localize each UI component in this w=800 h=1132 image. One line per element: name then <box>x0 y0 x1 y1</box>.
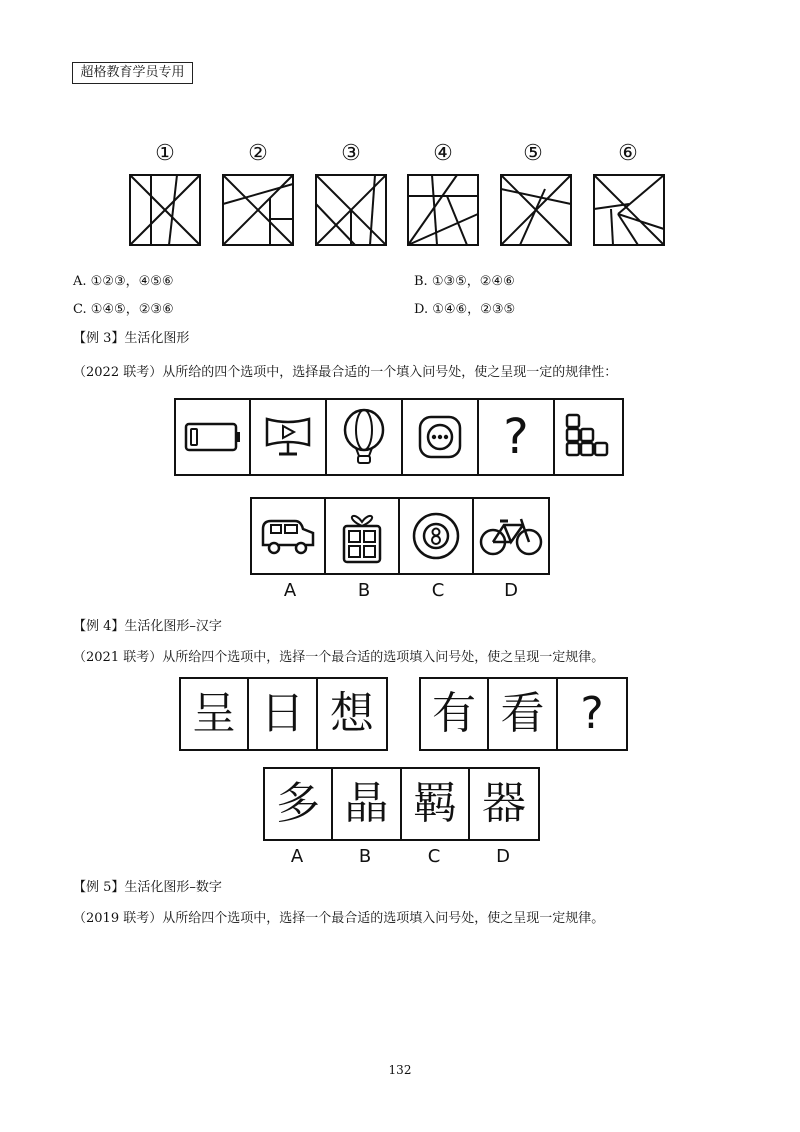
example4-heading: 【例 4】生活化图形–汉字 <box>73 619 222 634</box>
figure-label-4: ④ <box>433 141 453 166</box>
example3-letter-d: D <box>504 580 518 601</box>
monitor-play-icon <box>251 400 327 474</box>
more-dots-icon <box>403 400 479 474</box>
hanzi-ri: 日 <box>249 679 318 749</box>
example3-answer-row <box>250 497 550 575</box>
hanzi-duo: 多 <box>265 769 333 839</box>
example4-stem-left <box>179 677 388 751</box>
example4-stem-right <box>419 677 628 751</box>
example3-letter-c: C <box>431 580 445 601</box>
figure-4 <box>407 174 479 246</box>
question-mark: ? <box>580 688 604 739</box>
example3-question: （2022 联考）从所给的四个选项中，选择最合适的一个填入问号处，使之呈现一定的规律性： <box>73 365 618 380</box>
example3-letter-b: B <box>357 580 371 601</box>
example4-answer-row <box>263 767 540 841</box>
hanzi-xiang: 想 <box>330 688 374 739</box>
billiard-ball-icon <box>400 499 474 573</box>
example4-question: （2021 联考）从所给四个选项中，选择一个最合适的选项填入问号处，使之呈现一定规律。 <box>73 650 605 665</box>
example4-letter-a: A <box>290 846 304 867</box>
hanzi-kan: 看 <box>489 679 558 749</box>
hot-air-balloon-icon <box>327 400 403 474</box>
hanzi-jing: 晶 <box>333 769 402 839</box>
example3-heading: 【例 3】生活化图形 <box>73 331 190 346</box>
hanzi-you: 有 <box>421 679 489 749</box>
figure-label-6: ⑥ <box>618 141 638 166</box>
gift-box-icon <box>326 499 400 573</box>
figure-label-3: ③ <box>341 141 361 166</box>
option-d: D. ①④⑥，②③⑤ <box>414 302 516 317</box>
example4-letter-c: C <box>427 846 441 867</box>
stair-blocks-icon <box>555 400 622 474</box>
figure-label-2: ② <box>248 141 268 166</box>
battery-icon <box>176 400 251 474</box>
example3-letter-a: A <box>283 580 297 601</box>
example3-stem-row <box>174 398 624 476</box>
option-c: C. ①④⑤，②③⑥ <box>73 302 174 317</box>
figure-label-1: ① <box>155 141 175 166</box>
example5-question: （2019 联考）从所给四个选项中，选择一个最合适的选项填入问号处，使之呈现一定规律。 <box>73 911 605 926</box>
figure-6 <box>593 174 665 246</box>
question-mark-cell <box>479 400 555 474</box>
page-number: 132 <box>388 1063 412 1077</box>
hanzi-qi: 器 <box>482 778 526 829</box>
bicycle-icon <box>474 499 548 573</box>
figure-2 <box>222 174 294 246</box>
example4-letter-b: B <box>358 846 372 867</box>
hanzi-cheng: 呈 <box>181 679 249 749</box>
question-mark: ? <box>503 409 529 465</box>
example4-letter-d: D <box>496 846 510 867</box>
car-icon <box>252 499 326 573</box>
header-label: 超格教育学员专用 <box>72 62 193 84</box>
figure-3 <box>315 174 387 246</box>
hanzi-ji: 羁 <box>402 769 470 839</box>
option-a: A. ①②③，④⑤⑥ <box>73 274 174 289</box>
example5-heading: 【例 5】生活化图形–数字 <box>73 880 222 895</box>
option-b: B. ①③⑤，②④⑥ <box>414 274 515 289</box>
figure-5 <box>500 174 572 246</box>
figure-1 <box>129 174 201 246</box>
figure-label-5: ⑤ <box>523 141 543 166</box>
